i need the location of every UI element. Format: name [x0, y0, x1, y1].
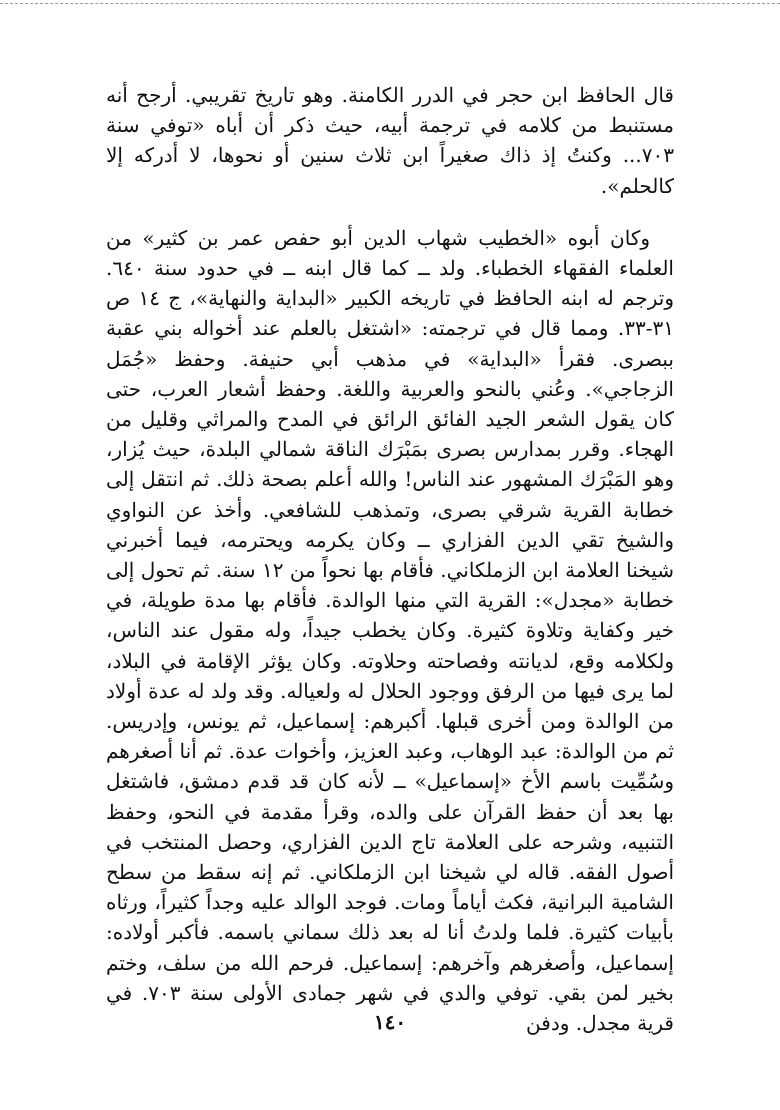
page-number: ١٤٠ [373, 1010, 407, 1034]
top-scan-edge [0, 3, 780, 4]
paragraph-2: وكان أبوه «الخطيب شهاب الدين أبو حفص عمر بن كثير» من العلماء الفقهاء الخطباء. ولد ــ كما قال ابنه ــ في حدود سنة ٦٤٠. وترجم له ابنه الحافظ في تاريخه الكبير «البداية والنهاية»، ج ١٤ ص ٣١-٣٣. ومما قال في ترجمته: «اشتغل بالعلم عند أخواله بني عقبة ببصرى. فقرأ «البداية» في مذهب أبي حنيفة. وحفظ «جُمَل الزجاجي». وعُني بالنحو والعربية واللغة. وحفظ أشعار العرب، حتى كان يقول الشعر الجيد الفائق الرائق في المدح والمراثي وقليل من الهجاء. وقرر بمدارس بصرى بمَبْرَك الناقة شمالي البلدة، حيث يُزار، وهو المَبْرَك المشهور عند الناس! والله أعلم بصحة ذلك. ثم انتقل إلى خطابة القرية شرقي بصرى، وتمذهب للشافعي. وأخذ عن النواوي والشيخ تقي الدين الفزاري ــ وكان يكرمه ويحترمه، فيما أخبرني شيخنا العلامة ابن الزملكاني. فأقام بها نحواً من ١٢ سنة. ثم تحول إلى خطابة «مجدل»: القرية التي منها الوالدة. فأقام بها مدة طويلة، في خير وكفاية وتلاوة كثيرة. وكان يخطب جيداً، وله مقول عند الناس، ولكلامه وقع، لديانته وفصاحته وحلاوته. وكان يؤثر الإقامة في البلاد، لما يرى فيها من الرفق ووجود الحلال له ولعياله. وقد ولد له عدة أولاد من الوالدة ومن أخرى قبلها. أكبرهم: إسماعيل، ثم يونس، وإدريس. ثم من الوالدة: عبد الوهاب، وعبد العزيز، وأخوات عدة. ثم أنا أصغرهم وسُمِّيت باسم الأخ «إسماعيل» ــ لأنه كان قد قدم دمشق، فاشتغل بها بعد أن حفظ القرآن على والده، وقرأ مقدمة في النحو، وحفظ التنبيه، وشرحه على العلامة تاج الدين الفزاري، وحصل المنتخب في أصول الفقه. قاله لي شيخنا ابن الزملكاني. ثم إنه سقط من سطح الشامية البرانية، فكث أياماً ومات. فوجد الوالد عليه وجداً كثيراً، ورثاه بأبيات كثيرة. فلما ولدتُ أنا له بعد ذلك سماني باسمه. فأكبر أولاده: إسماعيل، وأصغرهم وآخرهم: إسماعيل. فرحم الله من سلف، وختم بخير لمن بقي. توفي والدي في شهر جمادى الأولى سنة ٧٠٣. في قرية مجدل. ودفن [106, 225, 674, 1036]
paragraph-1: قال الحافظ ابن حجر في الدرر الكامنة. وهو تاريخ تقريبي. أرجح أنه مستنبط من كلامه في ترجمة أبيه، حيث ذكر أن أباه «توفي سنة ٧٠٣... وكنتُ إذ ذاك صغيراً ابن ثلاث سنين أو نحوها، لا أدركه إلا كالحلم». [106, 83, 674, 198]
body-text [106, 80, 674, 1038]
